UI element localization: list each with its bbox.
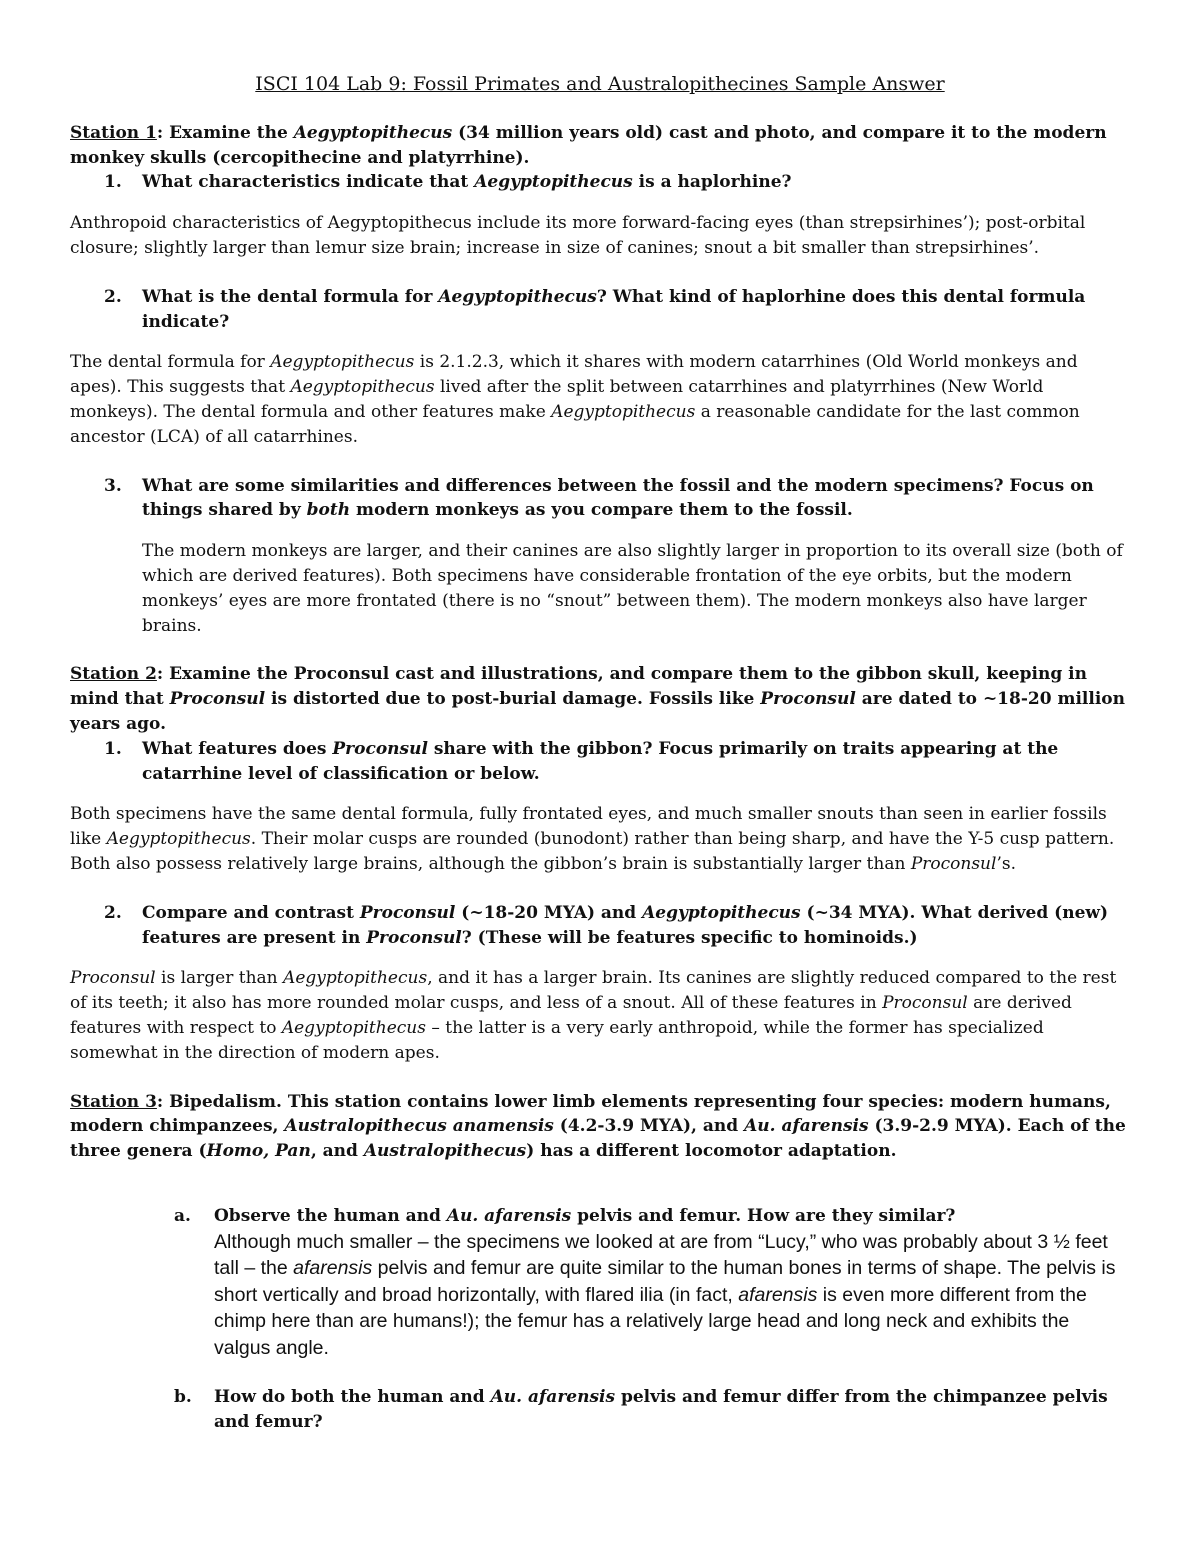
question-text: What is the dental formula for Aegyptopithecus? What kind of haplorhine does this dental formula indicate? <box>142 286 1086 332</box>
question-number: 2. <box>104 902 122 923</box>
genus-name: Au. afarensis <box>744 1116 869 1137</box>
station-1-label: Station 1 <box>70 122 157 143</box>
genus-name: Homo, Pan <box>206 1141 311 1162</box>
question-letter: b. <box>174 1387 192 1408</box>
station-1-intro <box>70 121 1130 171</box>
genus-name: Aegyptopithecus <box>283 968 428 989</box>
genus-name: Aegyptopithecus <box>270 352 415 373</box>
genus-name: Proconsul <box>169 689 266 710</box>
answer-2-1: Both specimens have the same dental formula, fully frontated eyes, and much smaller snouts than seen in earlier fossils like Aegyptopithecus. Their molar cusps are rounded (bunodont) rather than being sharp, and have the Y-5 cusp pattern. Both also possess relatively large brains, although the gibbon’s brain is substantially larger than Proconsul’s. <box>70 804 1115 874</box>
question-1-1 <box>70 170 1130 195</box>
question-text: What are some similarities and differences between the fossil and the modern specimens? Focus on things shared by both modern monkeys as you compare them to the fossil. <box>142 475 1094 521</box>
question-text: Compare and contrast Proconsul (~18-20 MYA) and Aegyptopithecus (~34 MYA). What derived (new) features are present in Proconsul? (These will be features specific to hominoids.) <box>142 902 1109 948</box>
genus-name: Aegyptopithecus <box>290 377 435 398</box>
question-text: What features does Proconsul share with the gibbon? Focus primarily on traits appearing at the catarrhine level of classification or below. <box>142 738 1059 784</box>
question-number: 1. <box>104 738 122 759</box>
genus-name: Aegyptopithecus <box>106 829 251 850</box>
genus-name: Proconsul <box>359 902 456 923</box>
answer-3-a: Although much smaller – the specimens we looked at are from “Lucy,” who was probably about 3 ½ feet tall – the afarensis pelvis and femur are quite similar to the human bones in terms of shape. The pelvis is short vertically and broad horizontally, with flared ilia (in fact, afarensis is even more different from the chimp here than are humans!); the femur has a relatively large head and long neck and exhibits the valgus angle. <box>214 1230 1116 1359</box>
answer-1-2: The dental formula for Aegyptopithecus is 2.1.2.3, which it shares with modern catarrhines (Old World monkeys and apes). This suggests that Aegyptopithecus lived after the split between catarrhines and platyrrhines (New World monkeys). The dental formula and other features make Aegyptopithecus a reasonable candidate for the last common ancestor (LCA) of all catarrhines. <box>70 352 1080 447</box>
genus-name: Proconsul <box>882 993 968 1014</box>
genus-name: Aegyptopithecus <box>551 401 696 422</box>
genus-name: Proconsul <box>760 689 856 710</box>
genus-name: Proconsul <box>332 738 428 759</box>
answer-2-2: Proconsul is larger than Aegyptopithecus, and it has a larger brain. Its canines are slightly reduced compared to the rest of its teeth; it also has more rounded molar cusps, and less of a snout. All of these features in Proconsul are derived features with respect to Aegyptopithecus – the latter is a very early anthropoid, while the former has specialized somewhat in the direction of modern apes. <box>70 968 1117 1063</box>
question-3-a <box>70 1204 1130 1361</box>
emphasis-text: both <box>306 500 351 521</box>
question-2-1 <box>70 737 1130 787</box>
question-text: Observe the human and Au. afarensis pelvis and femur. How are they similar? <box>214 1205 956 1226</box>
station-3-label: Station 3 <box>70 1091 157 1112</box>
document-title: ISCI 104 Lab 9: Fossil Primates and Australopithecines Sample Answer <box>255 73 945 95</box>
genus-name: Aegyptopithecus <box>474 172 633 193</box>
station-1-intro-text: : Examine the <box>156 122 294 143</box>
genus-name: Australopithecus <box>363 1141 527 1162</box>
genus-name: Au. afarensis <box>490 1387 616 1408</box>
genus-name: afarensis <box>293 1257 373 1280</box>
question-3-b <box>70 1385 1130 1435</box>
question-letter: a. <box>174 1205 191 1226</box>
question-number: 2. <box>104 286 122 307</box>
answer-1-1: Anthropoid characteristics of Aegyptopithecus include its more forward-facing eyes (than strepsirhines’); post-orbital closure; slightly larger than lemur size brain; increase in size of canines; snout a bit smaller than strepsirhines’. <box>70 213 1086 258</box>
question-number: 3. <box>104 475 122 496</box>
question-2-2 <box>70 901 1130 951</box>
station-2-label: Station 2 <box>70 664 157 685</box>
question-1-2 <box>70 285 1130 335</box>
question-number: 1. <box>104 172 122 193</box>
question-text: How do both the human and Au. afarensis pelvis and femur differ from the chimpanzee pelvis and femur? <box>214 1387 1108 1432</box>
genus-name: Proconsul <box>366 927 462 948</box>
question-text: What characteristics indicate that Aegyptopithecus is a haplorhine? <box>142 172 792 193</box>
question-1-3 <box>70 474 1130 524</box>
genus-name: Proconsul <box>70 968 156 989</box>
genus-name: Aegyptopithecus <box>642 902 801 923</box>
genus-name: Proconsul <box>910 853 997 874</box>
answer-1-3: The modern monkeys are larger, and their canines are also slightly larger in proportion to its overall size (both of which are derived features). Both specimens have considerable frontation of the eye orbits, but the modern monkeys’ eyes are more frontated (there is no “snout” between them). The modern monkeys also have larger brains. <box>142 541 1123 636</box>
genus-name: afarensis <box>738 1283 818 1306</box>
station-1-intro-text: (34 million years old) cast and photo, and compare it to the modern monkey skulls (cercopithecine and platyrrhine). <box>70 122 1107 168</box>
genus-name: Australopithecus anamensis <box>284 1116 554 1137</box>
genus-name: Aegyptopithecus <box>281 1017 426 1038</box>
genus-name: Aegyptopithecus <box>438 286 597 307</box>
station-3-intro: Station 3: Bipedalism. This station contains lower limb elements representing four species: modern humans, modern chimpanzees, Australopithecus anamensis (4.2-3.9 MYA), and Au. afarensis (3.9-2.9 MYA). Each of the three genera (Homo, Pan, and Australopithecus) has a different locomotor adaptation. <box>70 1091 1126 1162</box>
genus-name: Aegyptopithecus <box>293 122 453 143</box>
station-2-intro: Station 2: Examine the Proconsul cast and illustrations, and compare them to the gibbon skull, keeping in mind that Proconsul is distorted due to post-burial damage. Fossils like Proconsul are dated to ~18-20 million years ago. <box>70 664 1125 734</box>
genus-name: Au. afarensis <box>446 1205 572 1226</box>
